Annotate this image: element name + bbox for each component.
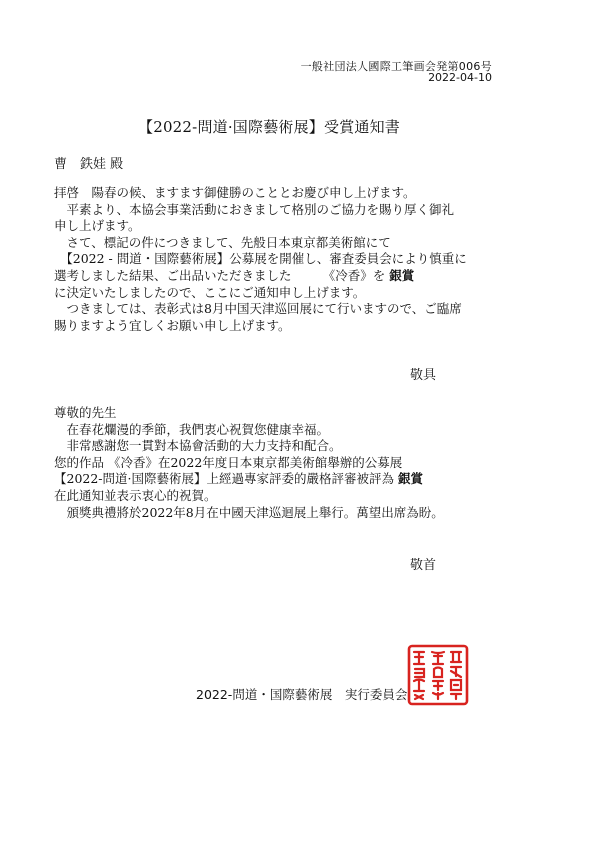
zh-line: 頒獎典禮將於2022年8月在中國天津巡迴展上舉行。萬望出席為盼。 (54, 504, 444, 520)
jp-line: 【2022 - 問道・国際藝術展】公募展を開催し、審査委員会により慎重に (54, 251, 467, 267)
jp-line: 平素より、本協会事業活動におきまして格別のご協力を賜り厚く御礼 (54, 201, 455, 217)
chinese-letter-body (54, 405, 444, 521)
japanese-letter-body (54, 185, 467, 334)
jp-line: 賜りますよう宜しくお願い申し上げます。 (54, 317, 291, 333)
zh-greeting: 尊敬的先生 (54, 405, 117, 420)
document-number: 一般社団法人國際工筆画会発第006号 (300, 60, 492, 73)
zh-line-award (54, 471, 444, 488)
document-title: 【2022-問道·国際藝術展】受賞通知書 (138, 118, 401, 136)
jp-closing: 敬具 (410, 368, 437, 383)
zh-award-name: 銀賞 (397, 471, 423, 487)
jp-line-award (54, 268, 467, 285)
jp-line: つきましては、表彰式は8月中国天津巡回展にて行いますので、ご臨席 (54, 301, 462, 317)
red-seal-stamp (407, 644, 469, 706)
recipient-name: 曹 鉄娃 殿 (54, 157, 124, 172)
jp-line: 申し上げます。 (54, 218, 141, 234)
zh-award-sentence: 【2022-問道·国際藝術展】上經過專家評委的嚴格評審被評為 (54, 471, 398, 487)
zh-line: 非常感謝您一貫對本協會活動的大力支持和配合。 (54, 438, 342, 454)
zh-line: 在此通知並表示衷心的祝賀。 (54, 487, 217, 503)
document-date: 2022-04-10 (428, 71, 492, 84)
zh-line: 在春花爛漫的季節，我們衷心祝賀您健康幸福。 (54, 421, 330, 437)
jp-line: さて、標記の件につきまして、先般日本東京都美術館にて (54, 234, 391, 250)
jp-award-sentence: 選考しました結果、ご出品いただきました 《冷香》を (54, 267, 390, 283)
zh-line: 您的作品 《冷香》在2022年度日本東京都美術館舉辦的公募展 (54, 454, 403, 470)
jp-line: に決定いたしましたので、ここにご通知申し上げます。 (54, 284, 366, 300)
jp-line: 拝啓 陽春の候、ますます御健勝のこととお慶び申し上げます。 (54, 185, 416, 200)
jp-award-name: 銀賞 (389, 267, 415, 283)
issuing-committee: 2022-問道・国際藝術展 実行委員会 (196, 687, 408, 702)
zh-closing: 敬首 (410, 558, 437, 573)
